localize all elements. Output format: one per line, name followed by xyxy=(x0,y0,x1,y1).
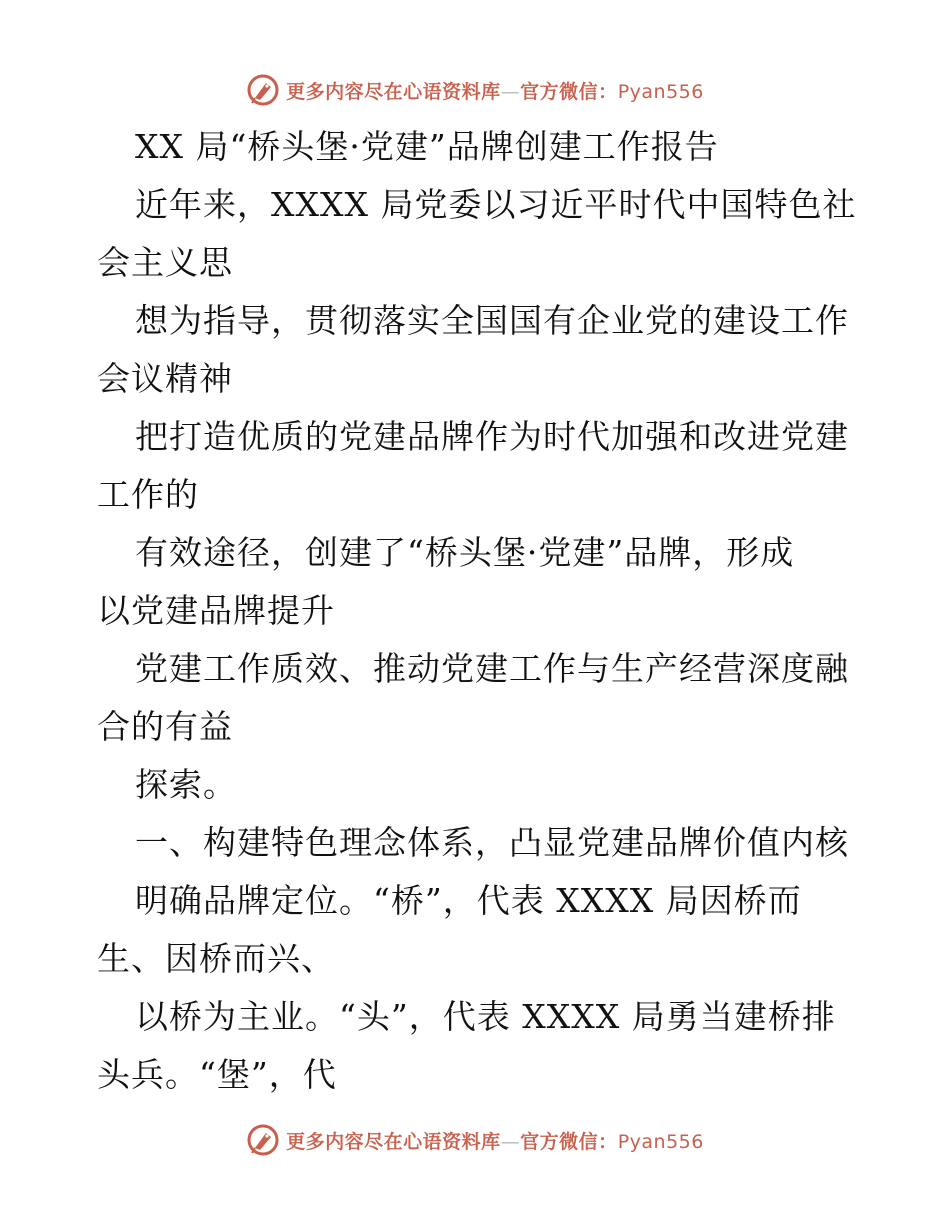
watermark-text: 更多内容尽在心语资料库—官方微信：Pyan556 xyxy=(286,1130,704,1153)
text-line: XX 局“桥头堡·党建”品牌创建工作报告 xyxy=(135,127,719,166)
text-line: 会主义思 xyxy=(97,243,233,282)
text-line: 工作的 xyxy=(97,475,199,514)
watermark-text: 更多内容尽在心语资料库—官方微信：Pyan556 xyxy=(286,80,704,103)
pen-nib-logo-icon xyxy=(246,73,280,107)
text-line: 明确品牌定位。“桥”，代表 XXXX 局因桥而 xyxy=(135,881,802,920)
text-line: 近年来，XXXX 局党委以习近平时代中国特色社 xyxy=(135,185,857,224)
text-line: 头兵。“堡”，代 xyxy=(97,1055,337,1094)
footer-watermark xyxy=(0,1120,950,1160)
text-line: 把打造优质的党建品牌作为时代加强和改进党建 xyxy=(135,417,849,456)
document-body xyxy=(97,118,857,1104)
text-line: 生、因桥而兴、 xyxy=(97,939,335,978)
text-line: 会议精神 xyxy=(97,359,233,398)
text-line: 以桥为主业。“头”，代表 XXXX 局勇当建桥排 xyxy=(135,997,836,1036)
text-line: 党建工作质效、推动党建工作与生产经营深度融 xyxy=(135,649,849,688)
text-line: 探索。 xyxy=(135,765,237,804)
text-line: 一、构建特色理念体系，凸显党建品牌价值内核 xyxy=(135,823,849,862)
text-line: 有效途径，创建了“桥头堡·党建”品牌，形成 xyxy=(135,533,795,572)
pen-nib-logo-icon xyxy=(246,1123,280,1157)
text-line: 想为指导，贯彻落实全国国有企业党的建设工作 xyxy=(135,301,849,340)
header-watermark xyxy=(0,70,950,110)
text-line: 合的有益 xyxy=(97,707,233,746)
text-line: 以党建品牌提升 xyxy=(97,591,335,630)
